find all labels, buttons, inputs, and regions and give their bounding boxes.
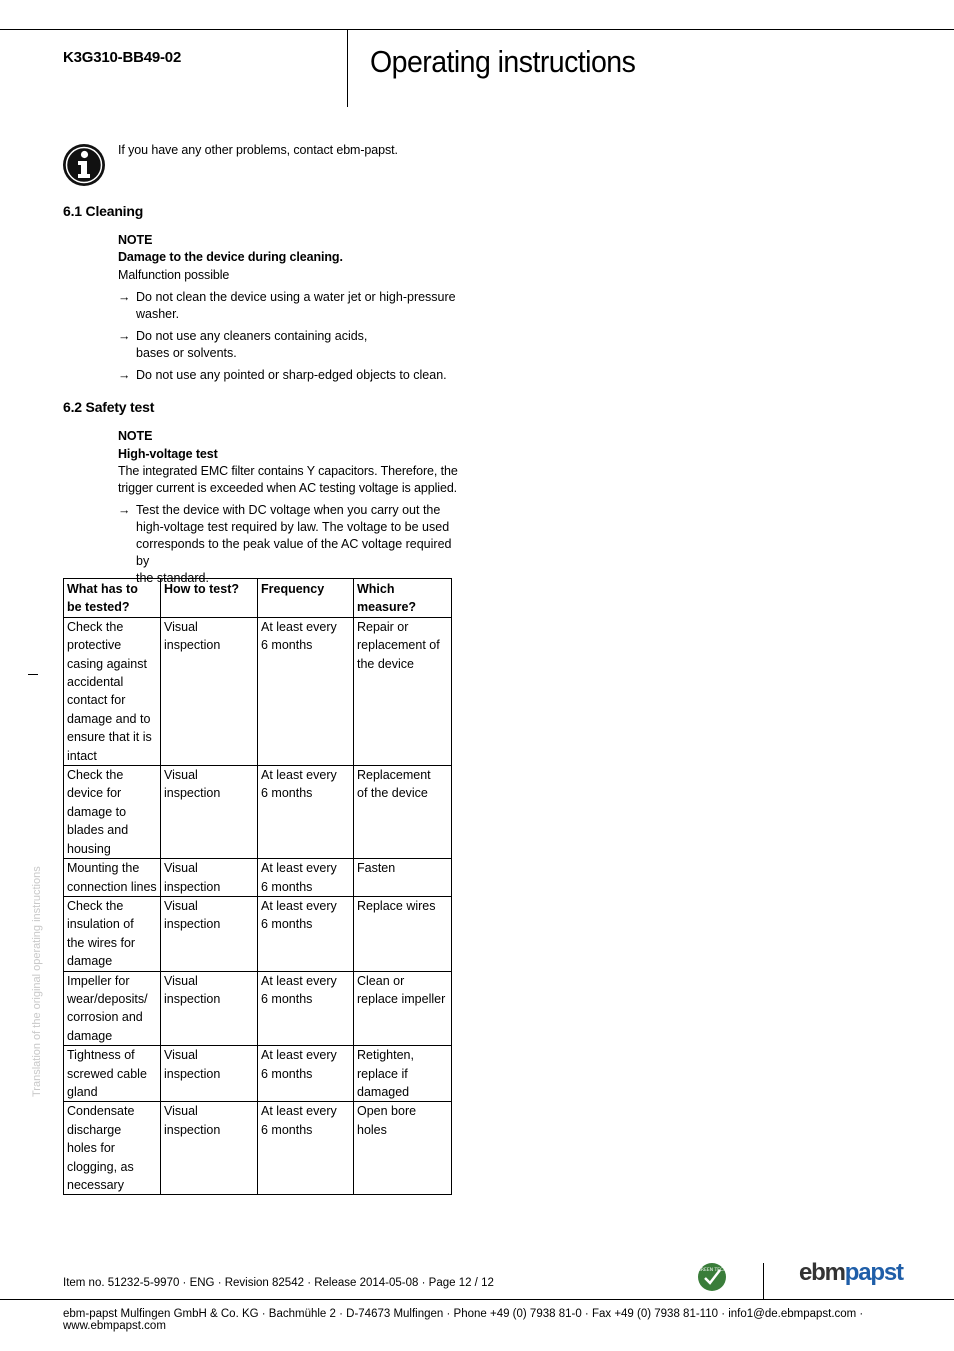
table-cell: At least every 6 months <box>258 617 354 765</box>
table-row <box>64 1102 452 1195</box>
safety-test-table <box>63 578 452 1195</box>
table-cell: Visual inspection <box>161 766 258 859</box>
table-cell: Impeller for wear/deposits/ corrosion and damage <box>64 971 161 1046</box>
table-row <box>64 896 452 971</box>
table-cell: Visual inspection <box>161 617 258 765</box>
table-row <box>64 766 452 859</box>
table-cell: At least every 6 months <box>258 971 354 1046</box>
list-item: → Do not use any cleaners containing acids, bases or solvents. <box>118 329 368 360</box>
table-cell: At least every 6 months <box>258 896 354 971</box>
item-info-line: Item no. 51232-5-9970 · ENG · Revision 82542 · Release 2014-05-08 · Page 12 / 12 <box>63 1277 494 1289</box>
note-text: The integrated EMC filter contains Y capacitors. Therefore, the <box>118 464 458 478</box>
table-cell: At least every 6 months <box>258 859 354 897</box>
header-divider <box>347 29 348 107</box>
table-cell: Tightness of screwed cable gland <box>64 1046 161 1102</box>
footer-rule <box>0 1299 954 1300</box>
arrow-icon: → <box>118 368 131 382</box>
table-cell: Visual inspection <box>161 896 258 971</box>
info-text: If you have any other problems, contact ebm-papst. <box>118 143 398 157</box>
arrow-icon: → <box>118 290 131 304</box>
table-cell: Fasten <box>354 859 452 897</box>
table-cell: Mounting the connection lines <box>64 859 161 897</box>
table-header-row <box>64 579 452 618</box>
table-cell: At least every 6 months <box>258 1102 354 1195</box>
side-translation-note: Translation of the original operating instructions <box>31 866 43 1097</box>
table-cell: At least every 6 months <box>258 766 354 859</box>
table-row <box>64 859 452 897</box>
info-icon <box>62 143 106 187</box>
section-heading-cleaning: 6.1 Cleaning <box>63 203 144 219</box>
table-cell: Retighten, replace if damaged <box>354 1046 452 1102</box>
arrow-icon: → <box>118 329 131 343</box>
fold-mark <box>28 674 38 675</box>
table-cell: Repair or replacement of the device <box>354 617 452 765</box>
list-item: → Do not use any pointed or sharp-edged objects to clean. <box>118 368 447 382</box>
table-row <box>64 617 452 765</box>
header-top-rule <box>0 29 954 30</box>
table-cell: Condensate discharge holes for clogging, as necessary <box>64 1102 161 1195</box>
section-heading-safety: 6.2 Safety test <box>63 399 155 415</box>
table-cell: Check the device for damage to blades and housing <box>64 766 161 859</box>
company-address-line: ebm-papst Mulfingen GmbH & Co. KG · Bachmühle 2 · D-74673 Mulfingen · Phone +49 (0) 7938 81-0 · Fax +49 (0) 7938 81-110 · info1@de.ebmpapst.com · www.ebmpapst.com <box>63 1308 864 1332</box>
note-text: Malfunction possible <box>118 268 230 282</box>
table-header-cell: How to test? <box>161 579 258 618</box>
table-cell: Check the insulation of the wires for damage <box>64 896 161 971</box>
table-row <box>64 1046 452 1102</box>
table-cell: Visual inspection <box>161 1102 258 1195</box>
table-header-cell: What has to be tested? <box>64 579 161 618</box>
note-label: NOTE <box>118 429 153 443</box>
table-cell: Visual inspection <box>161 1046 258 1102</box>
table-cell: Replacement of the device <box>354 766 452 859</box>
table-cell: Open bore holes <box>354 1102 452 1195</box>
table-row <box>64 971 452 1046</box>
table-cell: Visual inspection <box>161 971 258 1046</box>
note-title: High-voltage test <box>118 447 218 461</box>
note-label: NOTE <box>118 233 153 247</box>
arrow-icon: → <box>118 503 131 517</box>
footer-logo-divider <box>763 1263 764 1299</box>
table-header-cell: Frequency <box>258 579 354 618</box>
model-number: K3G310-BB49-02 <box>63 49 182 66</box>
table-cell: Clean or replace impeller <box>354 971 452 1046</box>
table-cell: Visual inspection <box>161 859 258 897</box>
page-title: Operating instructions <box>370 44 636 79</box>
svg-text:GREEN TECH: GREEN TECH <box>697 1268 727 1273</box>
list-item: → Test the device with DC voltage when you carry out the high-voltage test required by law. The voltage to be used corresponds to the peak value of the AC voltage required by the standard. <box>118 503 452 585</box>
table-cell: Replace wires <box>354 896 452 971</box>
greentech-logo <box>697 1262 727 1292</box>
table-header-cell: Which measure? <box>354 579 452 618</box>
ebmpapst-logo: ebmpapst <box>799 1259 903 1286</box>
note-title: Damage to the device during cleaning. <box>118 250 343 264</box>
table-cell: At least every 6 months <box>258 1046 354 1102</box>
table-cell: Check the protective casing against accidental contact for damage and to ensure that it is intact <box>64 617 161 765</box>
note-text: trigger current is exceeded when AC testing voltage is applied. <box>118 481 458 495</box>
list-item: → Do not clean the device using a water jet or high-pressure washer. <box>118 290 456 321</box>
